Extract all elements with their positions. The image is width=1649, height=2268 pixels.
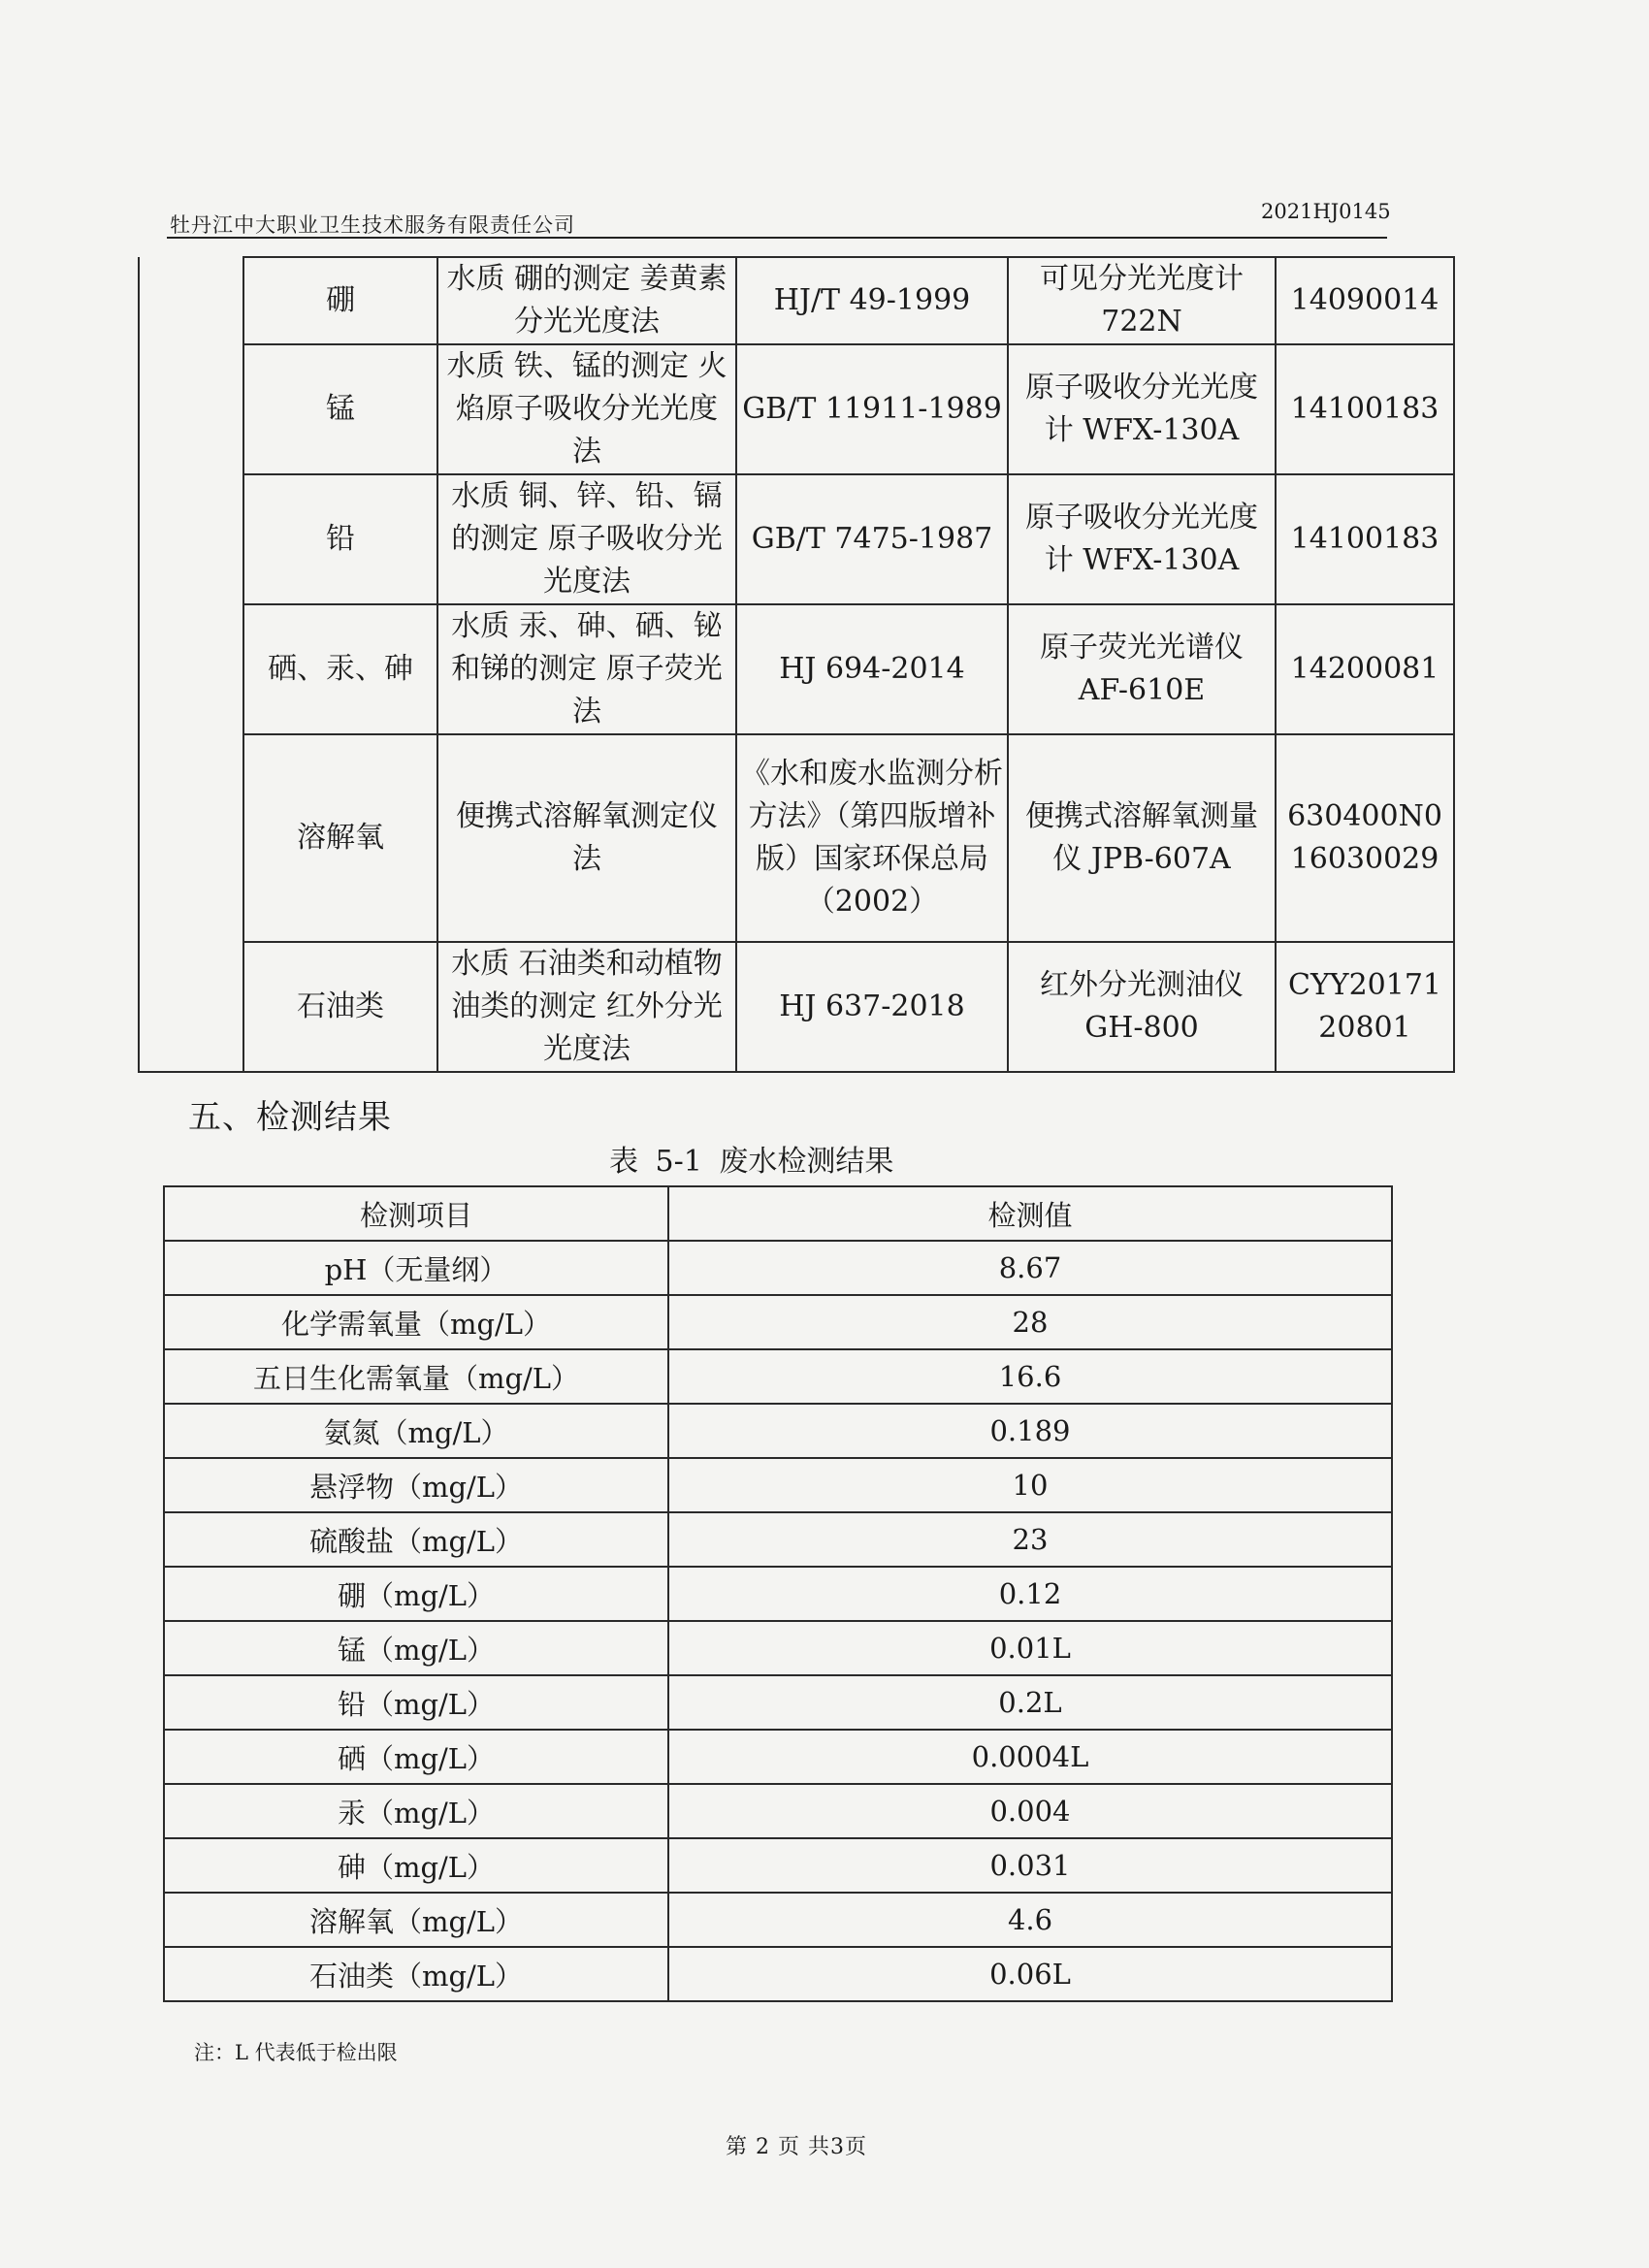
result-item-cell: 硒（mg/L） [164, 1730, 668, 1784]
result-item-cell: 石油类（mg/L） [164, 1947, 668, 2001]
table-row [139, 734, 1454, 942]
table-row [164, 1730, 1392, 1784]
method-name-cell: 水质 石油类和动植物油类的测定 红外分光光度法 [437, 942, 736, 1072]
table-row [164, 1675, 1392, 1730]
method-name-cell: 水质 铁、锰的测定 火焰原子吸收分光光度法 [437, 344, 736, 474]
method-item-cell: 锰 [243, 344, 437, 474]
company-name: 牡丹江中大职业卫生技术服务有限责任公司 [170, 213, 575, 237]
table-row [139, 257, 1454, 344]
method-instrument-cell: 原子荧光光谱仪 AF-610E [1008, 604, 1276, 734]
method-instrument-cell: 原子吸收分光光度计 WFX-130A [1008, 344, 1276, 474]
result-value-cell: 23 [668, 1512, 1392, 1567]
table-row [164, 1621, 1392, 1675]
method-item-cell: 硼 [243, 257, 437, 344]
method-item-cell: 石油类 [243, 942, 437, 1072]
method-standard-cell: GB/T 7475-1987 [736, 474, 1008, 604]
result-value-cell: 0.2L [668, 1675, 1392, 1730]
table-row [139, 942, 1454, 1072]
result-value-cell: 8.67 [668, 1241, 1392, 1295]
method-standard-cell: GB/T 11911-1989 [736, 344, 1008, 474]
method-serial-cell: 14200081 [1276, 604, 1454, 734]
method-name-cell: 水质 铜、锌、铅、镉的测定 原子吸收分光光度法 [437, 474, 736, 604]
method-item-cell: 溶解氧 [243, 734, 437, 942]
result-value-cell: 4.6 [668, 1893, 1392, 1947]
result-value-cell: 16.6 [668, 1349, 1392, 1404]
result-value-cell: 0.06L [668, 1947, 1392, 2001]
result-item-cell: 砷（mg/L） [164, 1838, 668, 1893]
section-title: 五、检测结果 [188, 1098, 392, 1137]
table-caption: 表 5-1 废水检测结果 [609, 1145, 894, 1179]
results-header-item: 检测项目 [164, 1186, 668, 1241]
method-instrument-cell: 可见分光光度计 722N [1008, 257, 1276, 344]
table-row [139, 474, 1454, 604]
method-instrument-cell: 便携式溶解氧测量仪 JPB-607A [1008, 734, 1276, 942]
result-value-cell: 0.031 [668, 1838, 1392, 1893]
table-row [164, 1512, 1392, 1567]
table-row [164, 1241, 1392, 1295]
header-divider [167, 237, 1387, 239]
blank-cell [139, 257, 243, 1072]
table-row [164, 1838, 1392, 1893]
method-name-cell: 水质 硼的测定 姜黄素分光光度法 [437, 257, 736, 344]
result-item-cell: 硫酸盐（mg/L） [164, 1512, 668, 1567]
method-serial-cell: 14100183 [1276, 474, 1454, 604]
table-row [164, 1295, 1392, 1349]
table-row [139, 344, 1454, 474]
table-row [164, 1349, 1392, 1404]
method-name-cell: 水质 汞、砷、硒、铋和锑的测定 原子荧光法 [437, 604, 736, 734]
result-item-cell: 锰（mg/L） [164, 1621, 668, 1675]
method-item-cell: 铅 [243, 474, 437, 604]
method-serial-cell: 14100183 [1276, 344, 1454, 474]
method-item-cell: 硒、汞、砷 [243, 604, 437, 734]
method-standard-cell: 《水和废水监测分析方法》（第四版增补版）国家环保总局（2002） [736, 734, 1008, 942]
report-number: 2021HJ0145 [1261, 200, 1391, 223]
result-item-cell: pH（无量纲） [164, 1241, 668, 1295]
result-item-cell: 铅（mg/L） [164, 1675, 668, 1730]
method-serial-cell: 630400N016030029 [1276, 734, 1454, 942]
table-row [164, 1458, 1392, 1512]
page-number [726, 2130, 867, 2160]
result-value-cell: 0.0004L [668, 1730, 1392, 1784]
result-value-cell: 0.12 [668, 1567, 1392, 1621]
result-item-cell: 硼（mg/L） [164, 1567, 668, 1621]
method-name-cell: 便携式溶解氧测定仪法 [437, 734, 736, 942]
method-standard-cell: HJ/T 49-1999 [736, 257, 1008, 344]
result-value-cell: 28 [668, 1295, 1392, 1349]
method-instrument-cell: 红外分光测油仪 GH-800 [1008, 942, 1276, 1072]
method-standard-cell: HJ 637-2018 [736, 942, 1008, 1072]
table-row [164, 1567, 1392, 1621]
result-item-cell: 氨氮（mg/L） [164, 1404, 668, 1458]
table-row [164, 1893, 1392, 1947]
results-table [163, 1185, 1393, 2002]
result-value-cell: 0.189 [668, 1404, 1392, 1458]
footnote: 注：L 代表低于检出限 [194, 2041, 398, 2064]
table-row [139, 604, 1454, 734]
page-number-text: 第 2 页 共3页 [726, 2135, 867, 2159]
result-item-cell: 化学需氧量（mg/L） [164, 1295, 668, 1349]
result-item-cell: 汞（mg/L） [164, 1784, 668, 1838]
result-item-cell: 五日生化需氧量（mg/L） [164, 1349, 668, 1404]
method-serial-cell: 14090014 [1276, 257, 1454, 344]
result-value-cell: 0.01L [668, 1621, 1392, 1675]
result-item-cell: 溶解氧（mg/L） [164, 1893, 668, 1947]
table-row [164, 1784, 1392, 1838]
method-instrument-cell: 原子吸收分光光度计 WFX-130A [1008, 474, 1276, 604]
result-value-cell: 10 [668, 1458, 1392, 1512]
result-item-cell: 悬浮物（mg/L） [164, 1458, 668, 1512]
results-header-row [164, 1186, 1392, 1241]
result-value-cell: 0.004 [668, 1784, 1392, 1838]
method-table [138, 256, 1455, 1073]
table-row [164, 1404, 1392, 1458]
results-header-value: 检测值 [668, 1186, 1392, 1241]
method-standard-cell: HJ 694-2014 [736, 604, 1008, 734]
method-serial-cell: CYY2017120801 [1276, 942, 1454, 1072]
table-row [164, 1947, 1392, 2001]
